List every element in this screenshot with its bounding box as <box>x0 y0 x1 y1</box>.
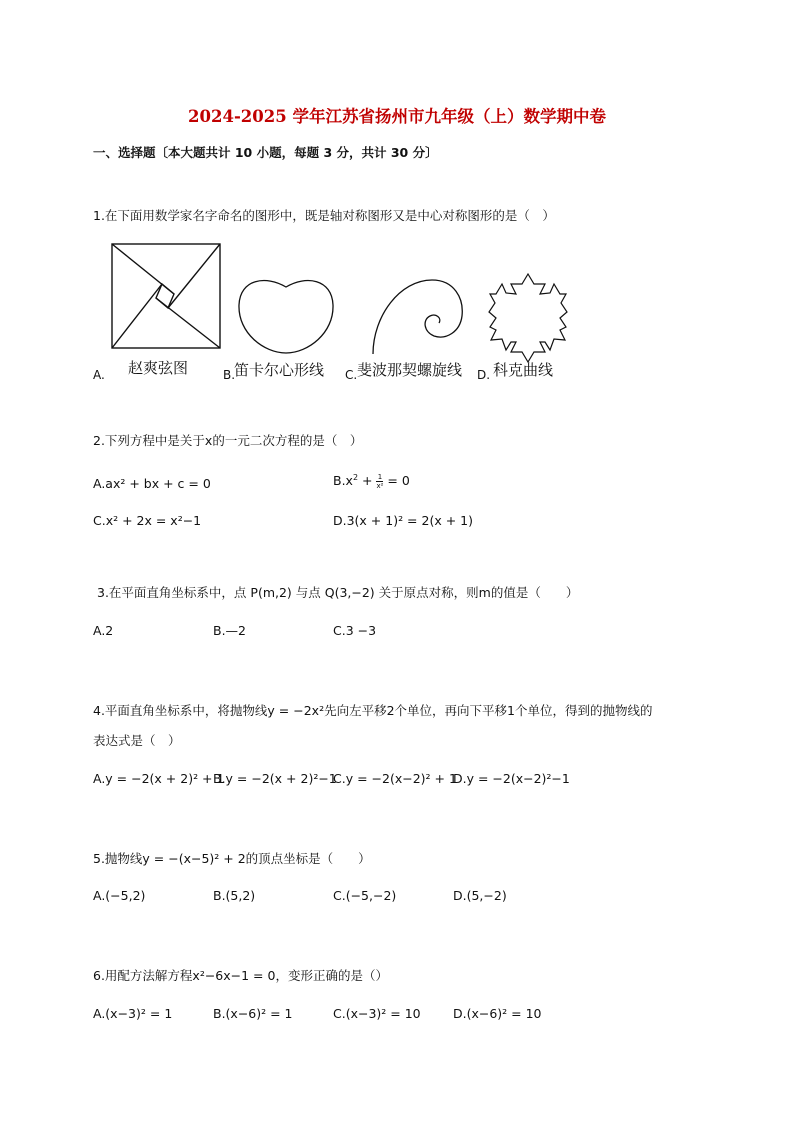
question-1-stem: 1.在下面用数学家名字命名的图形中，既是轴对称图形又是中心对称图形的是（ ） <box>93 208 555 223</box>
q1-option-b-caption: 笛卡尔心形线 <box>234 361 325 379</box>
question-4-stem-line-1: 4.平面直角坐标系中，将抛物线y = −2x²先向左平移2个单位，再向下平移1个单位，得到的抛物线的 <box>93 703 653 718</box>
question-5-stem: 5.抛物线y = −(x−5)² + 2的顶点坐标是（ ） <box>93 851 371 866</box>
question-6-stem: 6.用配方法解方程x²−6x−1 = 0，变形正确的是（） <box>93 968 388 983</box>
q4-option-c: C.y = −2(x−2)² + 1 <box>333 771 457 786</box>
q2-option-d: D.3(x + 1)² = 2(x + 1) <box>333 513 473 528</box>
q5-option-b: B.(5,2) <box>213 888 256 903</box>
q1-option-b-label: B. <box>223 368 236 382</box>
q1-option-a-label: A. <box>93 368 105 382</box>
q1-option-d-label: D. <box>477 368 491 382</box>
q4-option-d: D.y = −2(x−2)²−1 <box>453 771 570 786</box>
q3-option-c: C.3 −3 <box>333 623 377 638</box>
cardioid-icon <box>236 273 336 357</box>
zhao-shuang-diagram-icon <box>110 242 224 352</box>
q5-option-d: D.(5,−2) <box>453 888 507 903</box>
question-2-stem: 2.下列方程中是关于x的一元二次方程的是（ ） <box>93 433 363 448</box>
q2-option-a: A.ax² + bx + c = 0 <box>93 476 211 491</box>
q5-option-c: C.(−5,−2) <box>333 888 397 903</box>
q4-option-b: B.y = −2(x + 2)²−1 <box>213 771 337 786</box>
fibonacci-spiral-icon <box>370 276 466 356</box>
q1-option-a-caption: 赵爽弦图 <box>128 359 189 377</box>
q2-option-c: C.x² + 2x = x²−1 <box>93 513 202 528</box>
q5-option-a: A.(−5,2) <box>93 888 146 903</box>
q1-option-c-caption: 斐波那契螺旋线 <box>357 361 463 379</box>
question-4-stem-line-2: 表达式是（ ） <box>93 733 181 748</box>
q3-option-a: A.2 <box>93 623 114 638</box>
q6-option-d: D.(x−6)² = 10 <box>453 1006 542 1021</box>
q2-option-b-prefix: B.x <box>333 473 353 489</box>
koch-snowflake-icon <box>488 272 568 364</box>
q6-option-a: A.(x−3)² = 1 <box>93 1006 173 1021</box>
q2-option-b-equals: = 0 <box>383 473 410 489</box>
q3-option-b: B.—2 <box>213 623 247 638</box>
section-heading: 一、选择题〔本大题共计 10 小题，每题 3 分，共计 30 分〕 <box>93 145 438 160</box>
question-3-stem: 3.在平面直角坐标系中，点 P(m,2) 与点 Q(3,−2) 关于原点对称，则m的值是（ ） <box>97 585 579 600</box>
q2-option-b-exponent: 2 <box>352 473 359 482</box>
q1-option-d-caption: 科克曲线 <box>493 361 554 379</box>
q4-option-a: A.y = −2(x + 2)² + 1 <box>93 771 225 786</box>
q2-option-b <box>333 473 410 490</box>
q6-option-b: B.(x−6)² = 1 <box>213 1006 293 1021</box>
q2-option-b-plus: + <box>358 473 377 489</box>
q1-option-c-label: C. <box>345 368 358 382</box>
fraction-denominator: x² <box>376 482 384 491</box>
q6-option-c: C.(x−3)² = 10 <box>333 1006 421 1021</box>
page-title: 2024-2025 学年江苏省扬州市九年级（上）数学期中卷 <box>188 107 606 126</box>
fraction-numerator: 1 <box>377 473 383 482</box>
